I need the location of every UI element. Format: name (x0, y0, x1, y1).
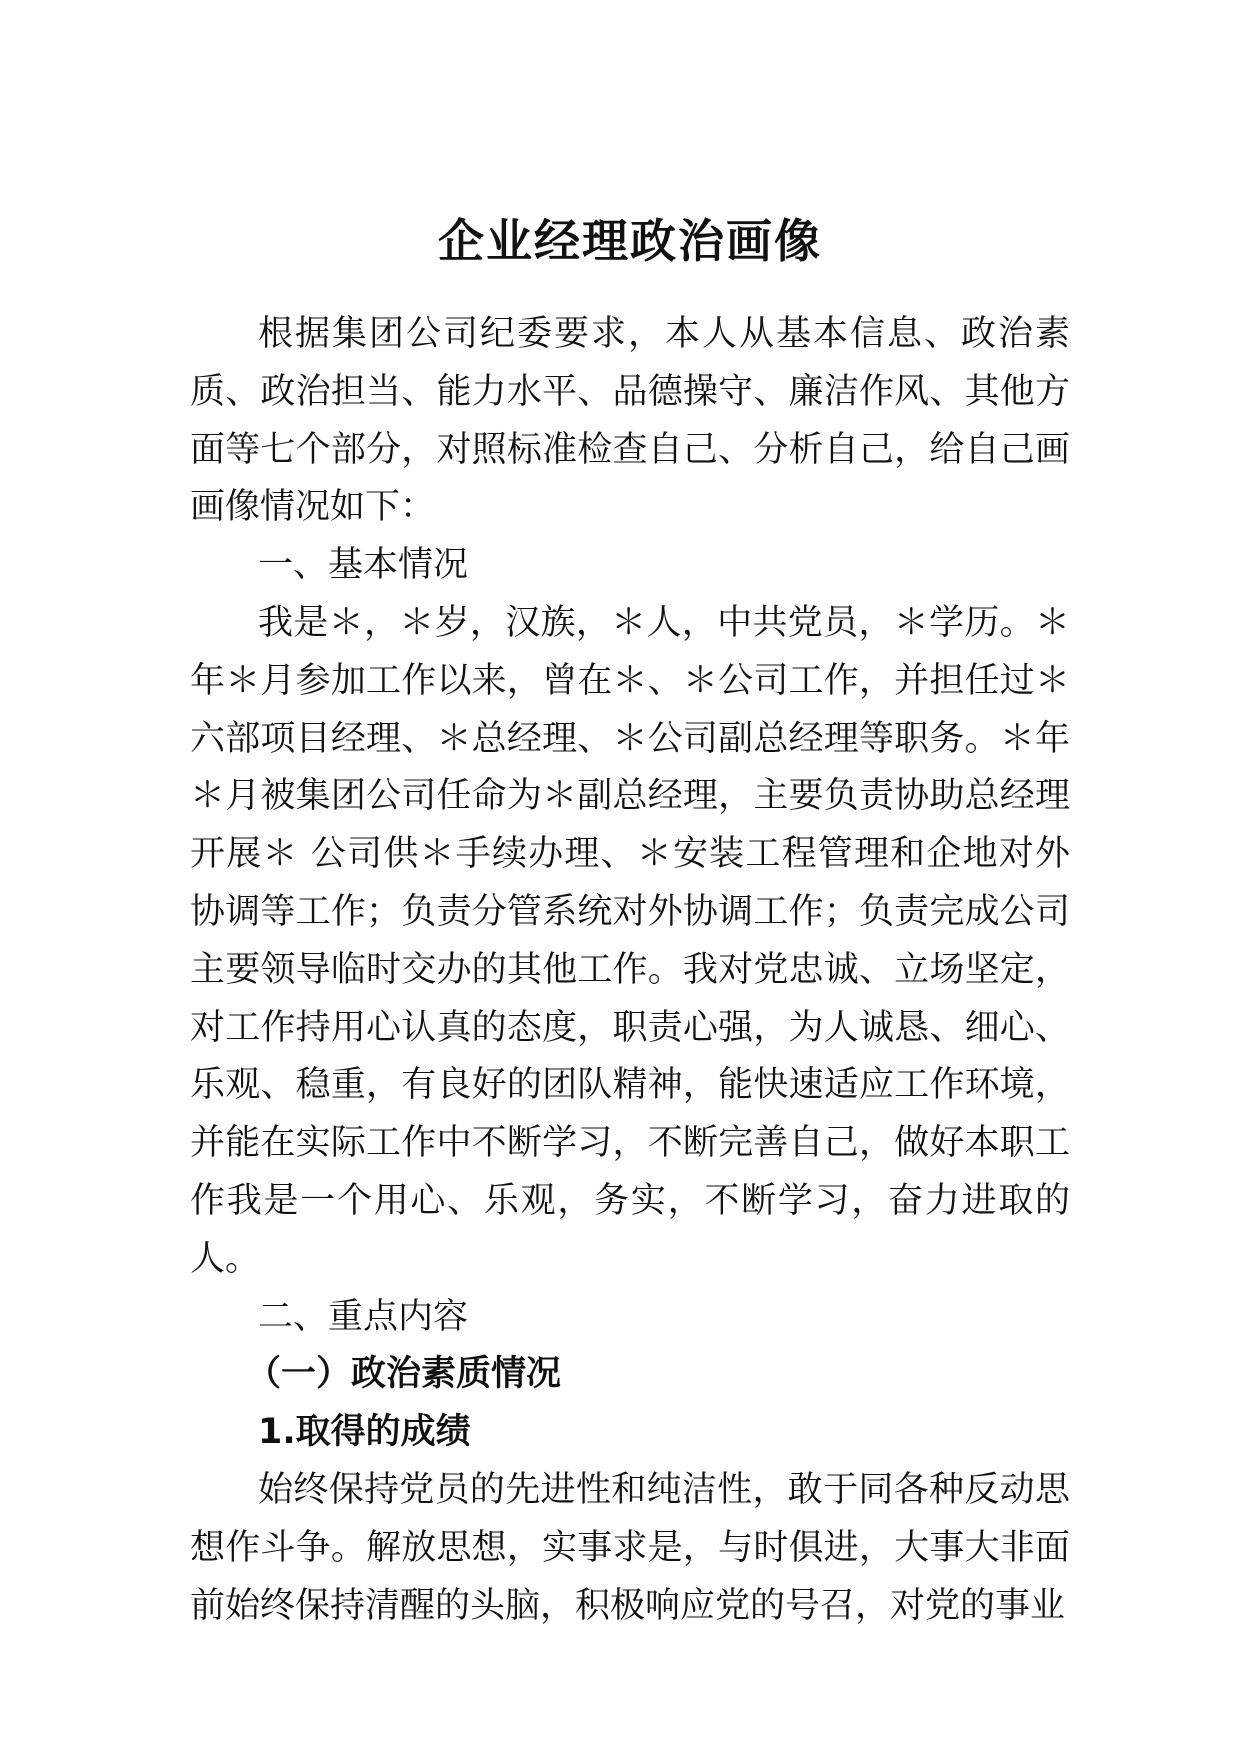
section-heading-key-content: 二、重点内容 (258, 1296, 469, 1337)
section-heading-basic-info: 一、基本情况 (258, 545, 469, 586)
intro-paragraph: 根据集团公司纪委要求，本人从基本信息、政治素质、政治担当、能力水平、品德操守、廉洁作风、其他方面等七个部分，对照标准检查自己、分析自己，给自己画画像情况如下： (190, 314, 1070, 528)
subsection-heading-achievements: 1.取得的成绩 (258, 1412, 471, 1453)
basic-info-paragraph: 我是＊，＊岁，汉族，＊人，中共党员，＊学历。＊年＊月参加工作以来，曾在＊、＊公司工作，并担任过＊六部项目经理、＊总经理、＊公司副总经理等职务。＊年＊月被集团公司任命为＊副总经理，主要负责协助总经理开展＊ 公司供＊手续办理、＊安装工程管理和企地对外协调等工作；负责分管系统对外协调工作；负责完成公司主要领导临时交办的其他工作。我对党忠诚、立场坚定，对工作持用心认真的态度，职责心强，为人诚恳、细心、乐观、稳重，有良好的团队精神，能快速适应工作环境，并能在实际工作中不断学习，不断完善自己，做好本职工作我是一个用心、乐观，务实，不断学习，奋力进取的人。 (190, 602, 1070, 1279)
document-title: 企业经理政治画像 (438, 214, 822, 268)
document-body (190, 196, 1070, 1635)
subsection-heading-political-quality: （一）政治素质情况 (246, 1354, 562, 1395)
achievements-paragraph: 始终保持党员的先进性和纯洁性，敢于同各种反动思想作斗争。解放思想，实事求是，与时俱进，大事大非面前始终保持清醒的头脑，积极响应党的号召，对党的事业 (190, 1469, 1070, 1626)
